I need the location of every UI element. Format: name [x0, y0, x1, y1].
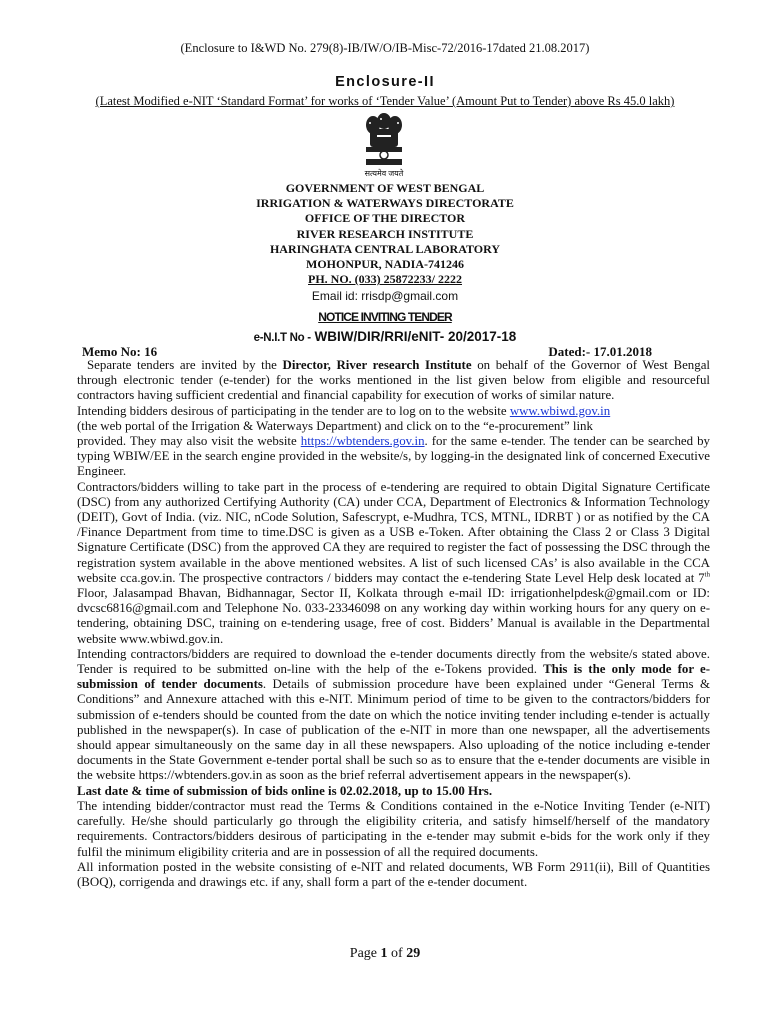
office-line: RIVER RESEARCH INSTITUTE: [296, 226, 474, 241]
office-line: IRRIGATION & WATERWAYS DIRECTORATE: [256, 196, 514, 211]
office-line: GOVERNMENT OF WEST BENGAL: [285, 181, 485, 195]
office-line: OFFICE OF THE DIRECTOR: [304, 211, 466, 226]
office-address-block: [0, 181, 770, 287]
notice-body: [77, 358, 710, 890]
office-line: MOHONPUR, NADIA-741246: [306, 256, 464, 271]
page-total: 29: [406, 946, 421, 961]
paragraph-download: Intending contractors/bidders are required to download the e-tender documents directly from the website/s stated above. Tender is required to be submitted on-line with the help of the e-Tokens provided. This is the only mode for e-submission of tender documents. Details of submission procedure have been explained under “General Terms & Conditions” and Annexure attached with this e-NIT. Minimum period of time to be given to the contractors/bidders for submission of e-tenders should be counted from the date on which the notice inviting tender including e-tender is actually published in the newspaper(s). In case of publication of the e-NIT in more than one newspaper, all the advertisements should appear simultaneously on the same day in all these newspapers. Also uploading of the notice including e-tender documents in the State Government e-tender portal shall be such so as to ensure that the e-tender documents are visible in the website https://wbtenders.gov.in as soon as the brief referral advertisement appears in the newspaper(s).: [77, 646, 710, 783]
paragraph-deadline: Last date & time of submission of bids online is 02.02.2018, up to 15.00 Hrs.: [77, 783, 493, 798]
page-footer: Page 1 of 29: [349, 946, 421, 961]
memo-date: Dated:- 17.01.2018: [548, 344, 652, 359]
paragraph-dsc: Contractors/bidders willing to take part in the process of e-tendering are required to obtain Digital Signature Certificate (DSC) from any authorized Certifying Authority (CA) under CCA, Department of Electronics & Information Technology (DEIT), Govt of India. (viz. NIC, nCode Solution, Safescrypt, e-Mudhra, TCS, MTNL, IDRBT ) or as notified by the CA /Finance Department from time to time.DSC is given as a USB e-Token. After obtaining the Class 2 or Class 3 Digital Signature Certificate (DSC) from the approved CA they are required to register the fact of possessing the DSC through the registration system available in the above mentioned websites. A list of such licensed CAs’ is also available in the CCA website cca.gov.in. The prospective contractors / bidders may contact the e-tendering State Level Help desk located at 7th Floor, Jalasampad Bhavan, Bidhannagar, Sector II, Kolkata through e-mail ID: irrigationhelpdesk@gmail.com or ID: dvcsc6816@gmail.com and Telephone No. 033-23346098 on any working day within working hours for any query on e-tendering, obtaining DSC, training on e-tendering usage, free of cost. Bidders’ Manual is available in the Departmental website www.wbiwd.gov.in.: [77, 479, 710, 646]
notice-title: NOTICE INVITING TENDER: [318, 310, 452, 324]
emblem-caption: सत्यमेव जयते: [364, 169, 404, 178]
office-phone: PH. NO. (033) 25872233/ 2222: [308, 272, 462, 287]
wbiwd-link[interactable]: www.wbiwd.gov.in: [509, 403, 611, 418]
enit-prefix: e-N.I.T No -: [253, 332, 311, 344]
office-email: Email id: rrisdp@gmail.com: [311, 289, 459, 303]
enit-number: WBIW/DIR/RRI/eNIT- 20/2017-18: [310, 329, 517, 344]
paragraph-information: All information posted in the website consisting of e-NIT and related documents, WB Form 2911(ii), Bill of Quantities (BOQ), corrigenda and drawings etc. if any, shall form a part of the e-tender document.: [77, 859, 710, 889]
paragraph-website: Intending bidders desirous of participating in the tender are to log on to the website www.wbiwd.gov.in (the web portal of the Irrigation & Waterways Department) and click on to the “e-procurement” link provided. They may also visit the website https://wbtenders.gov.in. for the same e-tender. The tender can be searched by typing WBIW/EE in the search engine provided in the website/s, by logging-in the designated link of concerned Executive Engineer.: [77, 403, 710, 479]
wbtenders-link[interactable]: https://wbtenders.gov.in: [300, 434, 425, 449]
paragraph-invitation: Separate tenders are invited by the Director, River research Institute on behalf of the Governor of West Bengal through electronic tender (e-tender) for the works mentioned in the list given below from eligible and resourceful contractors having sufficient credential and financial capability for execution of works of similar nature.: [77, 358, 711, 403]
enit-number-line: [0, 329, 770, 344]
office-line: HARINGHATA CENTRAL LABORATORY: [269, 241, 501, 256]
enclosure-title: Enclosure-II: [335, 74, 435, 90]
enclosure-note: (Enclosure to I&WD No. 279(8)-IB/IW/O/IB-Misc-72/2016-17dated 21.08.2017): [180, 41, 590, 55]
paragraph-terms: The intending bidder/contractor must read the Terms & Conditions contained in the e-Notice Inviting Tender (e-NIT) carefully. He/she should particularly go through the eligibility criteria, and satisfy himself/herself of the mandatory requirements. Contractors/bidders desirous of participating in the e-tender may submit e-bids for the work only if they fulfil the minimum eligibility criteria and are in possession of all the required documents.: [77, 798, 710, 859]
enclosure-subtitle: (Latest Modified e-NIT ‘Standard Format’ for works of ‘Tender Value’ (Amount Put to Tender) above Rs 45.0 lakh): [95, 94, 675, 108]
page-current: 1: [380, 946, 388, 961]
memo-number: Memo No: 16: [82, 344, 158, 359]
